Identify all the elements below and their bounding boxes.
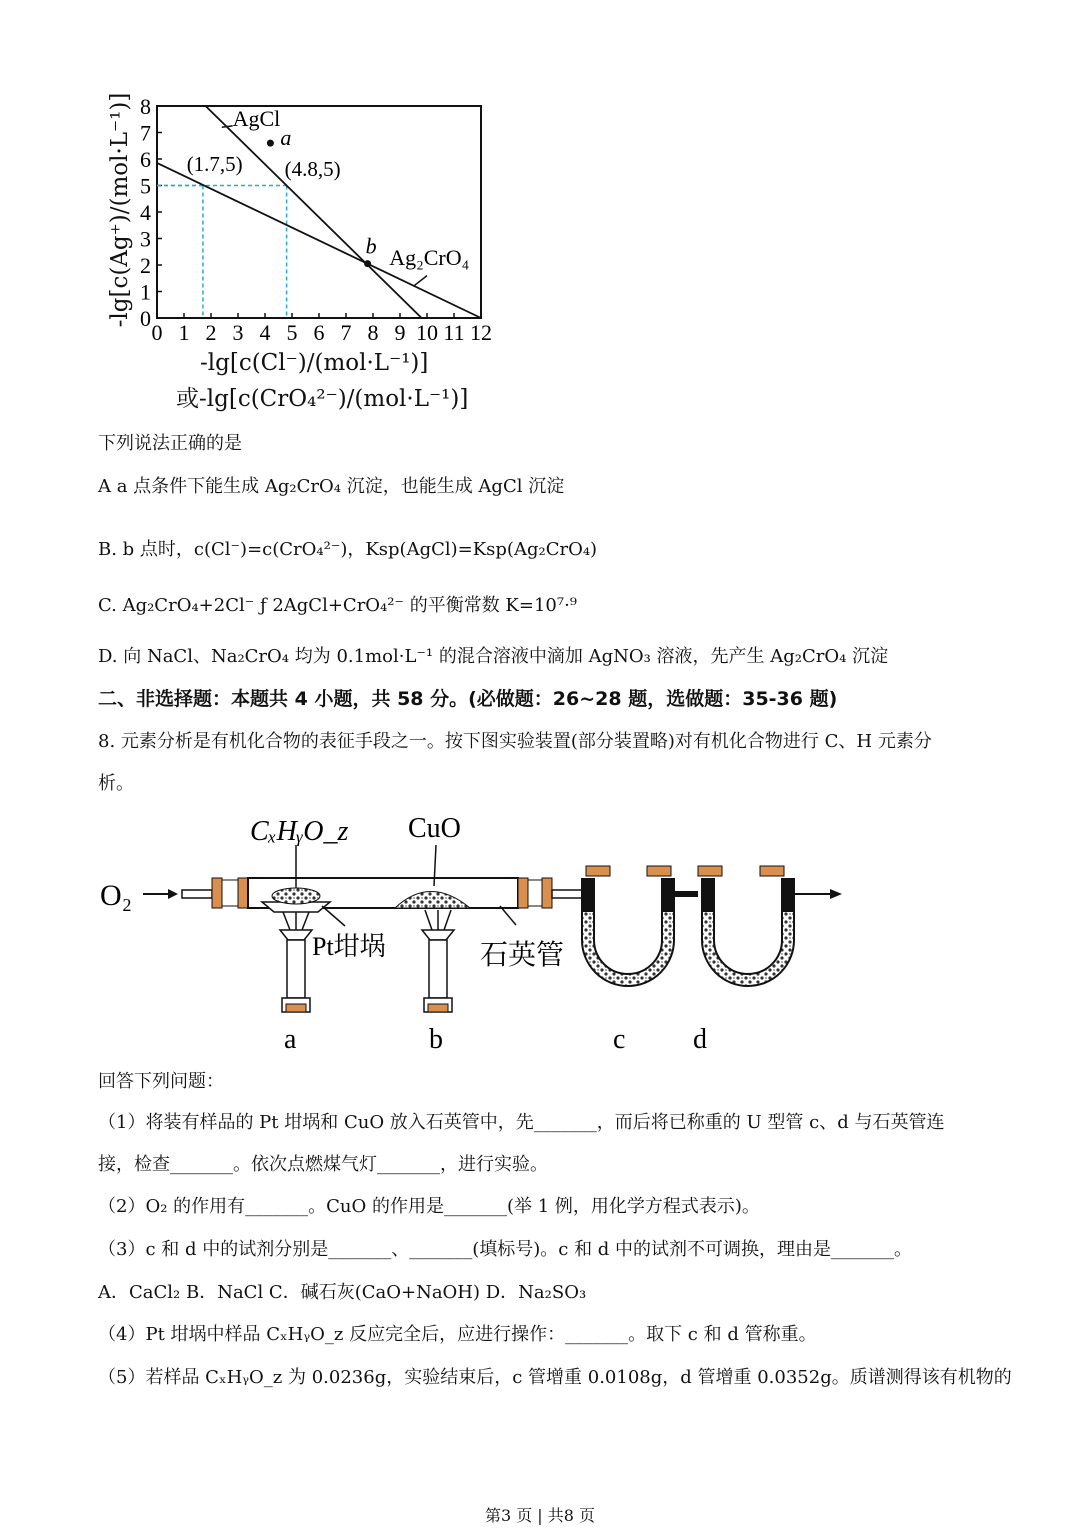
label-d: d	[693, 1024, 707, 1055]
point-label-b: b	[365, 233, 377, 259]
x-tick-label: 1	[178, 320, 190, 345]
u-tube-c	[586, 866, 671, 980]
q8-1-line1: （1）将装有样品的 Pt 坩埚和 CuO 放入石英管中，先_______，而后将已称重的 U 型管 c、d 与石英管连	[98, 1112, 945, 1133]
x-tick-label: 6	[313, 320, 325, 345]
x-tick-label: 9	[394, 320, 406, 345]
label-b: b	[429, 1024, 443, 1055]
series-line-0	[206, 106, 422, 318]
annotation-4-8-5: (4.8,5)	[284, 157, 341, 182]
page-footer: 第3 页 | 共8 页	[484, 1506, 596, 1525]
y-tick-label: 3	[140, 226, 151, 252]
q8-1-line2: 接，检查_______。依次点燃煤气灯_______，进行实验。	[98, 1154, 548, 1175]
label-c: c	[613, 1024, 626, 1055]
o2-label: O₂	[100, 879, 133, 912]
q8-intro-line2: 析。	[98, 773, 134, 794]
q7-stem: 下列说法正确的是	[98, 433, 242, 454]
label-a: a	[284, 1024, 297, 1055]
point-b	[364, 260, 371, 267]
series-label-ag2cro4: Ag₂CrO₄	[389, 245, 470, 270]
annotation-1-7-5: (1.7,5)	[186, 151, 243, 176]
point-a	[267, 140, 274, 147]
sample-label: CₓHᵧO_z	[250, 816, 349, 847]
series-leader-agcl	[222, 126, 233, 127]
x-tick-label: 10	[416, 320, 438, 345]
q8-intro-line1: 8. 元素分析是有机化合物的表征手段之一。按下图实验装置(部分装置略)对有机化合物进行 C、H 元素分	[98, 731, 932, 752]
y-tick-label: 6	[140, 147, 151, 172]
x-tick-label: 8	[367, 320, 379, 345]
q8-4: （4）Pt 坩埚中样品 CₓHᵧO_z 反应完全后，应进行操作：_______。取下 c 和 d 管称重。	[98, 1324, 817, 1345]
y-tick-label: 4	[140, 200, 151, 225]
tube-label: 石英管	[480, 940, 565, 971]
x-tick-label: 4	[259, 320, 271, 345]
burner-a	[280, 912, 312, 1012]
y-tick-label: 8	[140, 94, 151, 119]
q7-option-c: C. Ag₂CrO₄+2Cl⁻ ƒ 2AgCl+CrO₄²⁻ 的平衡常数 K=10⁷·⁹	[98, 595, 578, 616]
series-label-agcl: AgCl	[232, 105, 281, 131]
crucible-label: Pt坩埚	[312, 932, 386, 961]
section-heading: 二、非选择题：本题共 4 小题，共 58 分。(必做题：26~28 题，选做题：35-36 题)	[98, 688, 838, 710]
q7-option-d: D. 向 NaCl、Na₂CrO₄ 均为 0.1mol·L⁻¹ 的混合溶液中滴加 AgNO₃ 溶液，先产生 Ag₂CrO₄ 沉淀	[98, 646, 889, 667]
q8-2: （2）O₂ 的作用有_______。CuO 的作用是_______(举 1 例，用化学方程式表示)。	[98, 1196, 760, 1217]
y-tick-label: 5	[140, 173, 151, 199]
cuo-label: CuO	[408, 813, 461, 844]
x-tick-label: 11	[443, 320, 465, 345]
chart-xlabel-line1: -lg[c(Cl⁻)/(mol·L⁻¹)]	[200, 350, 429, 376]
y-tick-label: 2	[140, 253, 151, 278]
x-tick-label: 2	[205, 320, 217, 345]
x-tick-label: 3	[232, 320, 244, 345]
x-tick-label: 7	[340, 320, 352, 345]
q7-option-a: A a 点条件下能生成 Ag₂CrO₄ 沉淀，也能生成 AgCl 沉淀	[98, 476, 565, 497]
chart-ylabel: -lg[c(Ag⁺)/(mol·L⁻¹)]	[107, 92, 133, 328]
burner-b	[422, 910, 454, 1012]
q8-3-options: A．CaCl₂ B．NaCl C．碱石灰(CaO+NaOH) D．Na₂SO₃	[98, 1282, 587, 1303]
y-tick-label: 7	[140, 120, 151, 146]
q8-5: （5）若样品 CₓHᵧO_z 为 0.0236g，实验结束后，c 管增重 0.0108g，d 管增重 0.0352g。质谱测得该有机物的	[98, 1367, 1012, 1388]
x-tick-label: 5	[286, 320, 298, 345]
series-line-1	[157, 163, 481, 318]
q7-option-b: B. b 点时，c(Cl⁻)=c(CrO₄²⁻)，Ksp(AgCl)=Ksp(Ag₂CrO₄)	[98, 539, 598, 560]
y-tick-label: 1	[140, 279, 151, 305]
chart-xlabel-line2: 或-lg[c(CrO₄²⁻)/(mol·L⁻¹)]	[176, 386, 469, 412]
point-label-a: a	[280, 125, 292, 151]
q8-3: （3）c 和 d 中的试剂分别是_______、_______(填标号)。c 和 d 中的试剂不可调换，理由是_______。	[98, 1239, 913, 1260]
apparatus-diagram	[0, 800, 1080, 1060]
series-leader-ag2cro4	[414, 276, 428, 287]
x-tick-label: 12	[470, 320, 492, 345]
plot-frame	[157, 106, 481, 318]
y-tick-label: 0	[140, 306, 151, 331]
answer-prompt: 回答下列问题：	[98, 1071, 224, 1092]
u-tube-d	[698, 866, 788, 980]
x-tick-label: 0	[151, 320, 163, 345]
